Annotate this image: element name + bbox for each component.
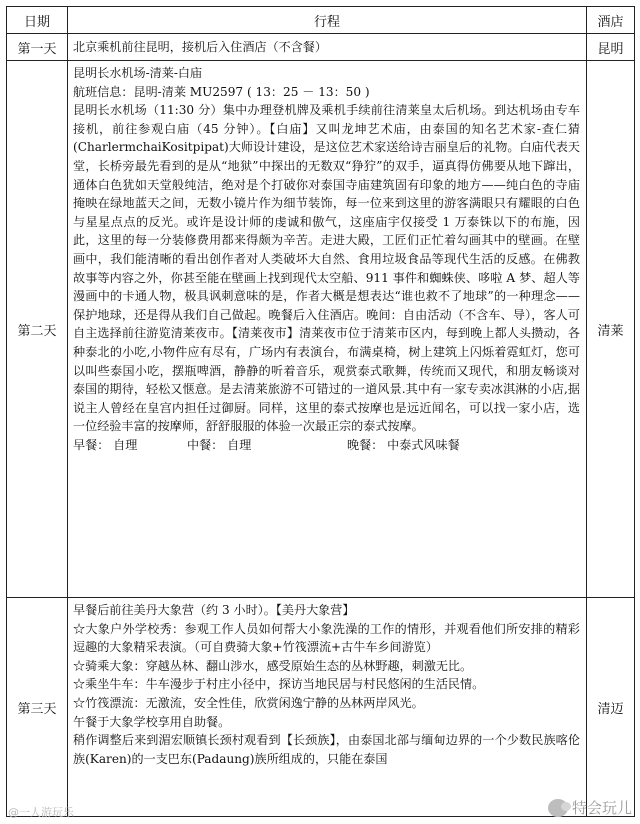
day-hotel: 清莱 [587,61,635,598]
wechat-icon [548,799,568,817]
day-label: 第三天 [7,598,68,817]
day-label: 第二天 [7,61,68,598]
watermark-right [548,797,632,818]
itinerary-text: ☆骑乘大象：穿越丛林、翻山涉水，感受原始生态的丛林野趣，刺激无比。 [73,658,473,673]
itinerary-route: 昆明长水机场-清莱-白庙 [73,66,203,80]
table-row-day2 [7,61,635,598]
header-hotel: 酒店 [587,7,635,34]
watermark-right-text: 特会玩儿 [571,799,632,817]
itinerary-text: 昆明长水机场（11:30 分）集中办理登机牌及乘机手续前往清莱皇太后机场。到达机场由专车接机，前往参观白庙（45 分钟）。【白庙】又叫龙坤艺术庙，由泰国的知名艺术家-查仁猜(CharlermchaiKositpipat)大师设计建设，是这位艺术家送给诗吉丽皇后的礼物。白庙代表天堂，长桥旁最先看到的是从“地狱”中探出的无数双“狰狞”的双手，逼真得仿佛要从地下蹿出，通体白色犹如天堂般纯洁，绝对是个打破你对泰国寺庙建筑固有印象的地方——纯白色的寺庙掩映在绿地蓝天之间，无数小镜片作为细节装饰，每一位来到这里的游客满眼只有耀眼的白色与星星点点的反光。或许是设计师的虔诚和傲气，这座庙宇仅接受 1 万泰铢以下的布施，因此，这里的每一分装修费用都来得颇为辛苦。走进大殿，工匠们正忙着勾画其中的壁画。在壁画中，我们能清晰的看出创作者对人类破坏大自然、食用垃圾食品等现代生活的反感。在佛教故事等内容之外，你甚至能在壁画上找到现代太空船、911 事件和蜘蛛侠、哆啦 A 梦、超人等漫画中的卡通人物，极具讽刺意味的是，作者大概是想表达“谁也救不了地球”的一种理念——保护地球，还是得从我们自己做起。晚餐后入住酒店。晚间：自由活动（不含车、导），客人可自主选择前往游览清莱夜市。【清莱夜市】清莱夜市位于清莱市区内，每到晚上都人头攒动，各种泰北的小吃,小物件应有尽有，广场内有表演台，布满桌椅，树上建筑上闪烁着霓虹灯，您可以叫些泰国小吃，摆瓶啤酒，静静的听着音乐，观赏泰式歌舞，传统而又现代，和朋友畅谈对泰国的期待，轻松又惬意。是去清莱旅游不可错过的一道风景.其中有一家专卖冰淇淋的小店,据说主人曾经在皇宫内担任过御厨。同样，这里的泰式按摩也是远近闻名，可以找一家小店，选一位经验丰富的按摩师，舒舒服服的体验一次最正宗的泰式按摩。 [73,103,580,434]
day-hotel: 清迈 [587,598,635,817]
table-row-day1 [7,34,635,61]
day-hotel: 昆明 [587,34,635,61]
header-itinerary: 行程 [68,7,587,34]
meals-row [73,436,580,455]
itinerary-text: ☆大象户外学校秀：参观工作人员如何帮大小象洗澡的工作的情形，并观看他们所安排的精彩逗趣的大象精采表演。（可自费骑大象+竹筏漂流+古牛车乡间游览） [73,621,580,655]
day-label: 第一天 [7,34,68,61]
meal-lunch: 中餐： 自理 [187,437,252,452]
itinerary-text: 午餐于大象学校享用自助餐。 [73,714,231,729]
table-row-day3 [7,598,635,817]
meal-dinner: 晚餐： 中泰式风味餐 [347,437,460,452]
itinerary-text: ☆乘坐牛车：牛车漫步于村庄小径中，探访当地民居与村民悠闲的生活民情。 [73,677,485,692]
itinerary-text: 早餐后前往美丹大象营（约 3 小时）。【美丹大象营】 [73,603,355,617]
itinerary-text: 北京乘机前往昆明，接机后入住酒店（不含餐） [73,39,327,54]
meal-breakfast: 早餐： 自理 [73,437,138,452]
day-itinerary [68,598,587,817]
itinerary-table [6,6,635,817]
itinerary-text: ☆竹筏漂流：无激流，安全性佳，欣赏闲逸宁静的丛林两岸风光。 [73,695,424,710]
header-date: 日期 [7,7,68,34]
flight-info: 航班信息：昆明-清莱 MU2597 ( 13：25 － 13：50 ) [73,84,370,99]
watermark-left: @一人游玩乐 [8,806,74,819]
day-itinerary [68,34,587,61]
table-header-row [7,7,635,34]
itinerary-text: 稍作调整后来到湄宏顺镇长颈村观看到【长颈族】，由泰国北部与缅甸边界的一个少数民族喀伦族(Karen)的一支巴东(Padaung)族所组成的，只能在泰国 [73,733,580,766]
day-itinerary [68,61,587,598]
